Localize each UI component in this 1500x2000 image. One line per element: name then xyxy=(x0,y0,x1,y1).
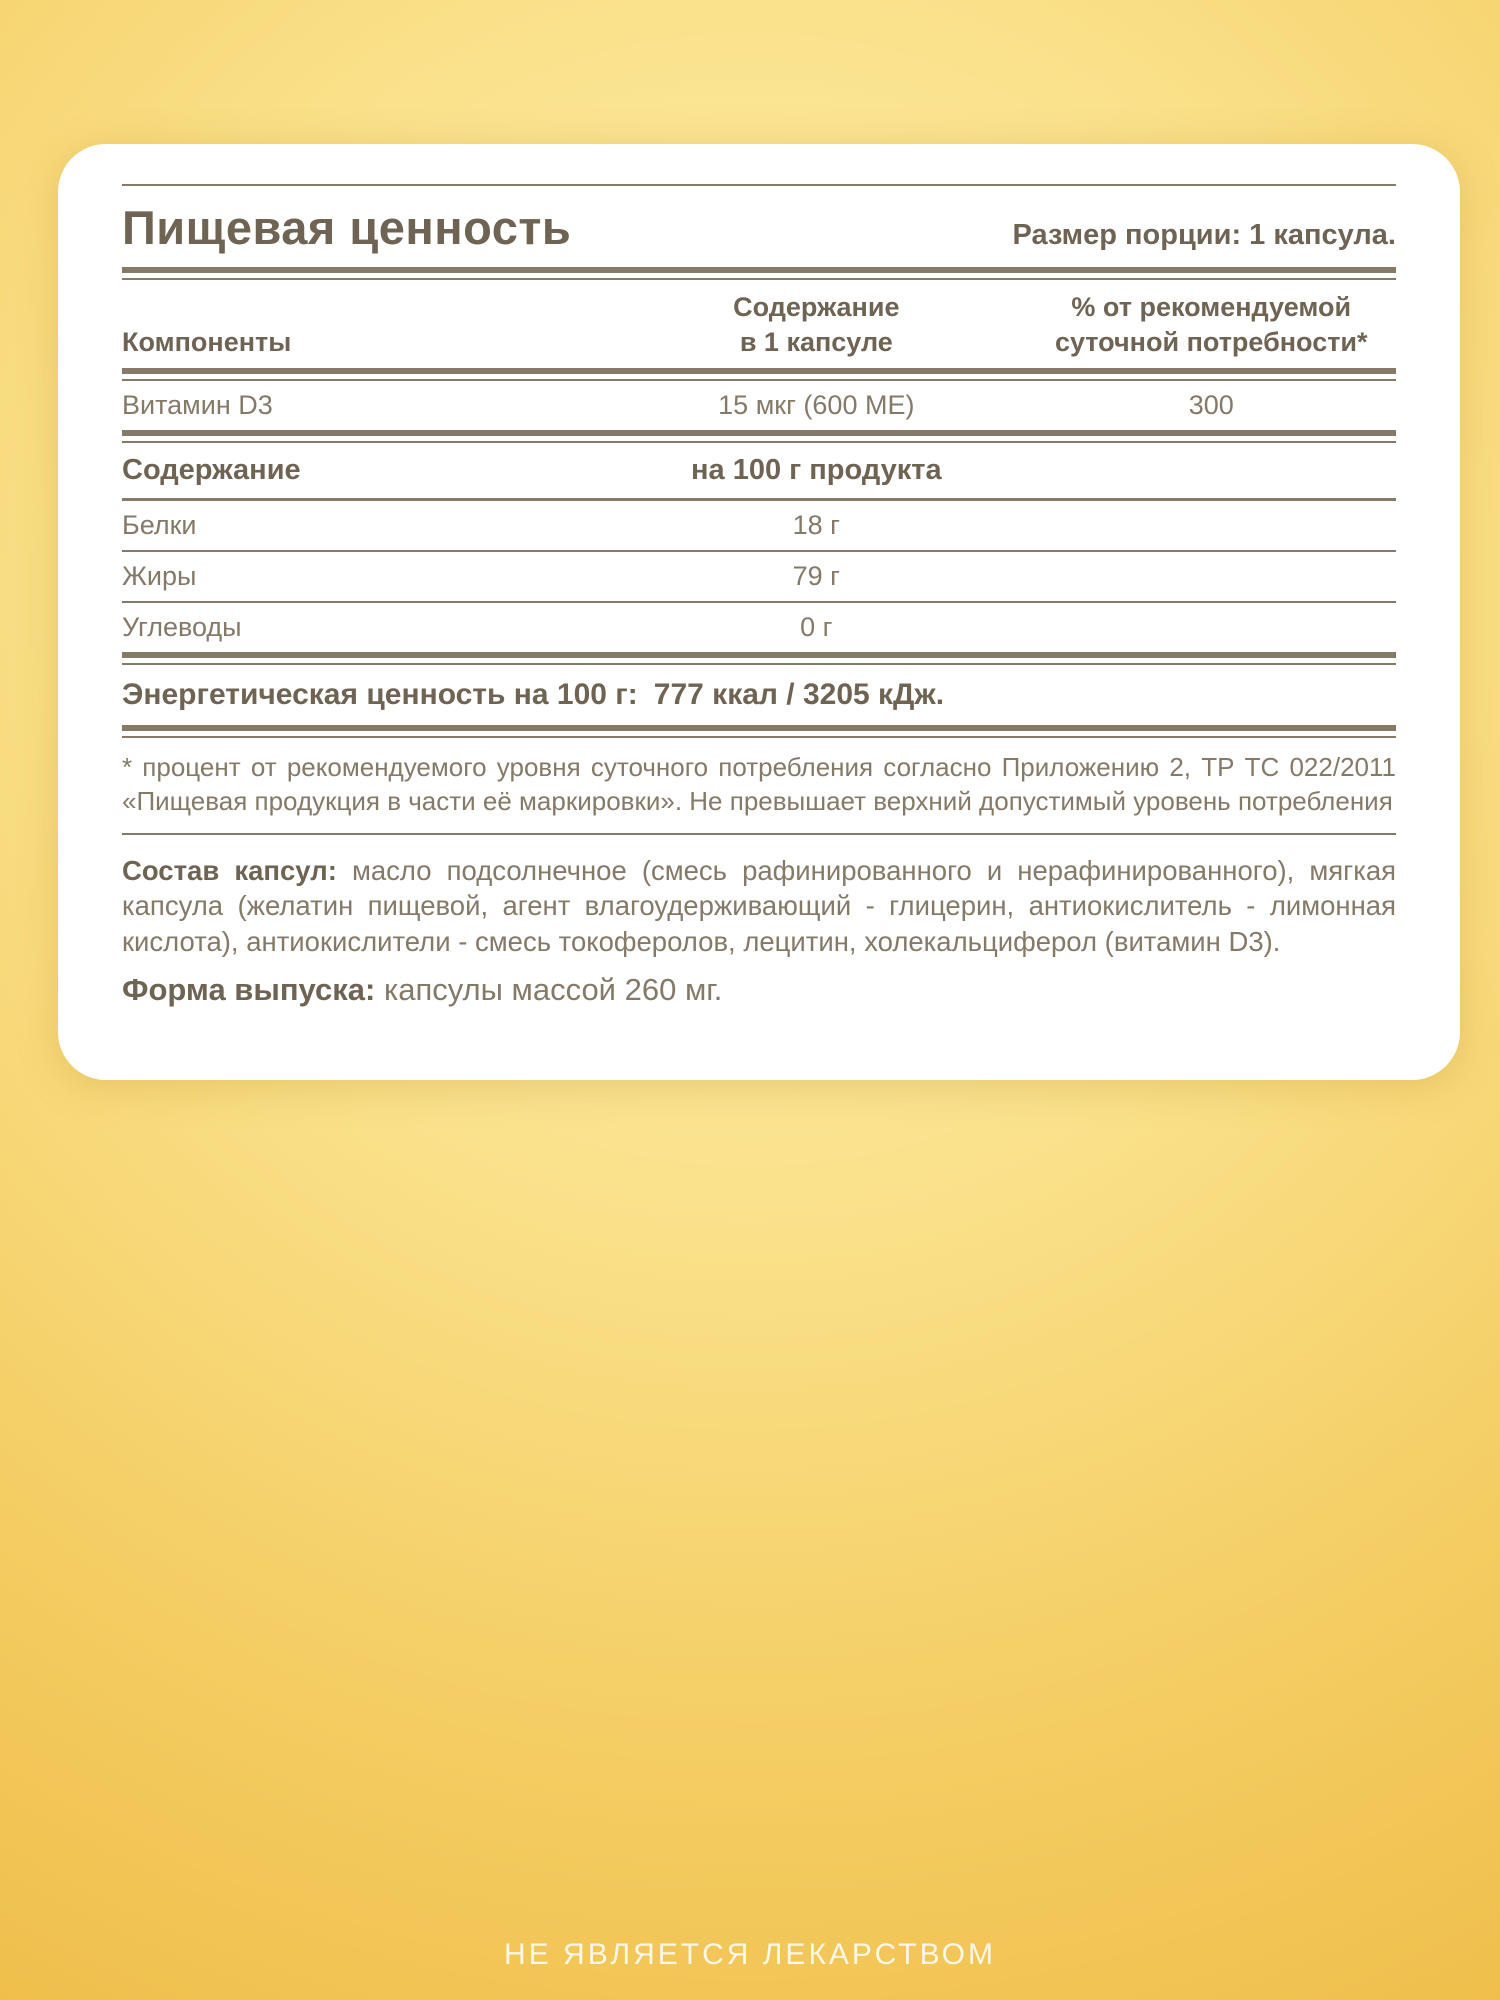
per100-label: Содержание xyxy=(122,454,301,487)
table-header-row xyxy=(122,280,1396,368)
composition-label: Состав капсул: xyxy=(122,854,337,886)
component-amount: 15 мкг (600 МЕ) xyxy=(718,390,915,421)
table-row-carbs xyxy=(122,603,1396,652)
nutrient-name: Белки xyxy=(122,510,197,541)
nutrition-facts-card xyxy=(58,144,1460,1080)
energy-label: Энергетическая ценность на 100 г: xyxy=(122,678,638,712)
per100-section-header xyxy=(122,443,1396,498)
nutrient-name: Жиры xyxy=(122,561,197,592)
component-percent: 300 xyxy=(1188,390,1234,421)
nutrition-title: Пищевая ценность xyxy=(122,201,572,254)
table-row-fat xyxy=(122,552,1396,601)
header-percent-rda: % от рекомендуемой суточной потребности* xyxy=(1054,292,1368,357)
composition-text: масло подсолнечное (смесь рафинированного и нерафинированного), мягкая капсула (желатин пищевой, агент влагоудерживающий - глицерин, антиокислитель - лимонная кислота), антиокислители - смесь токоферолов, лецитин, холекальциферол (витамин D3). xyxy=(122,854,1397,958)
not-a-medicine-disclaimer: НЕ ЯВЛЯЕТСЯ ЛЕКАРСТВОМ xyxy=(504,1938,996,1971)
header-per-capsule: Содержание в 1 капсуле xyxy=(733,292,900,357)
nutrient-value: 79 г xyxy=(792,561,840,592)
rule-under-title xyxy=(122,267,1396,280)
header-components: Компоненты xyxy=(122,326,292,357)
per100-header: на 100 г продукта xyxy=(691,454,942,487)
release-form-text: капсулы массой 260 мг. xyxy=(383,971,723,1007)
component-name: Витамин D3 xyxy=(122,390,273,421)
rule-under-energy xyxy=(122,725,1396,738)
rule-above-energy xyxy=(122,652,1396,665)
table-row-protein xyxy=(122,501,1396,550)
energy-value: 777 ккал / 3205 кДж. xyxy=(653,678,945,712)
release-form-label: Форма выпуска: xyxy=(122,971,376,1007)
energy-row xyxy=(122,665,1396,725)
nutrient-value: 0 г xyxy=(800,612,833,643)
composition-paragraph xyxy=(122,853,1396,960)
table-row-vitamin-d3 xyxy=(122,381,1396,430)
release-form-paragraph xyxy=(122,972,1396,1008)
nutrient-value: 18 г xyxy=(792,510,840,541)
title-row xyxy=(122,200,1396,255)
rule-under-footnote xyxy=(122,833,1396,835)
rule-under-header xyxy=(122,368,1396,381)
serving-size: Размер порции: 1 капсула. xyxy=(1012,219,1396,251)
rule-under-components xyxy=(122,430,1396,443)
rda-footnote: * процент от рекомендуемого уровня суточного потребления согласно Приложению 2, ТР ТС 022/2011 «Пищевая продукция в части её маркировки». Не превышает верхний допустимый уровень потребления xyxy=(122,752,1396,816)
nutrient-name: Углеводы xyxy=(122,612,242,643)
rule-top xyxy=(122,184,1396,186)
